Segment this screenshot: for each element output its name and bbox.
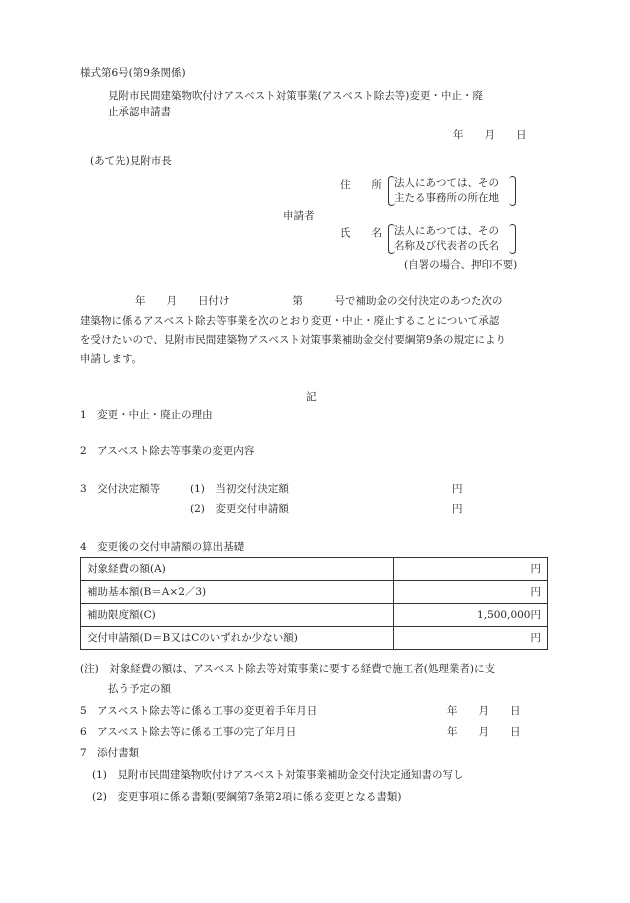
item-7: 7 添付書類 xyxy=(80,747,140,759)
title-line-1: 見附市民間建築物吹付けアスベスト対策事業(アスベスト除去等)変更・中止・廃 xyxy=(108,90,483,102)
date-line: 年 月 日 xyxy=(453,129,527,141)
row-amount: 円 xyxy=(394,558,548,581)
table-row xyxy=(81,627,548,650)
row-amount: 円 xyxy=(394,581,548,604)
table-row xyxy=(81,558,548,581)
name-note-1: 法人にあつては、その xyxy=(394,225,499,237)
applicant-label: 申請者 xyxy=(283,210,315,222)
item-5-date: 年 月 日 xyxy=(447,705,521,717)
ki-heading: 記 xyxy=(306,391,317,403)
item-6: 6 アスベスト除去等に係る工事の完了年月日 xyxy=(80,726,297,738)
item-3-sub-2: (2) 変更交付申請額 xyxy=(190,503,289,515)
row-label: 補助基本額(B＝A×2／3) xyxy=(81,581,394,604)
signature-note: (自署の場合、押印不要) xyxy=(404,259,518,271)
attachment-1: (1) 見附市民間建築物吹付けアスベスト対策事業補助金交付決定通知書の写し xyxy=(92,769,464,781)
addressee: (あて先)見附市長 xyxy=(90,155,172,167)
address-note-1: 法人にあつては、その xyxy=(394,177,499,189)
form-number: 様式第6号(第9条関係) xyxy=(80,67,186,79)
item-3-label: 3 交付決定額等 xyxy=(80,483,161,495)
body-line-3: を受けたいので、見附市民間建築物アスベスト対策事業補助金交付要綱第9条の規定により xyxy=(80,334,507,346)
item-5: 5 アスベスト除去等に係る工事の変更着手年月日 xyxy=(80,705,318,717)
row-amount: 円 xyxy=(394,627,548,650)
name-note-2: 名称及び代表者の氏名 xyxy=(394,240,499,252)
note-line-1: (注) 対象経費の額は、アスベスト除去等対策事業に要する経費で施工者(処理業者)に支 xyxy=(80,663,495,675)
table-row xyxy=(81,604,548,627)
note-line-2: 払う予定の額 xyxy=(108,683,171,695)
body-line-1: 年 月 日付け 第 号で補助金の交付決定のあつた次の xyxy=(135,295,503,307)
row-label: 交付申請額(D＝B又はCのいずれか少ない額) xyxy=(81,627,394,650)
name-label: 氏 名 xyxy=(340,227,382,239)
row-label: 対象経費の額(A) xyxy=(81,558,394,581)
calc-table xyxy=(80,557,548,650)
item-3-sub-1-yen: 円 xyxy=(452,483,463,495)
item-3-sub-2-yen: 円 xyxy=(452,503,463,515)
attachment-2: (2) 変更事項に係る書類(要綱第7条第2項に係る変更となる書類) xyxy=(92,791,402,803)
item-3-sub-1: (1) 当初交付決定額 xyxy=(190,483,289,495)
item-6-date: 年 月 日 xyxy=(447,726,521,738)
body-line-2: 建築物に係るアスベスト除去等事業を次のとおり変更・中止・廃止することについて承認 xyxy=(80,315,500,327)
name-bracket-right xyxy=(509,224,516,254)
item-2: 2 アスベスト除去等事業の変更内容 xyxy=(80,445,255,457)
address-label: 住 所 xyxy=(340,179,382,191)
row-label: 補助限度額(C) xyxy=(81,604,394,627)
address-note-2: 主たる事務所の所在地 xyxy=(394,192,499,204)
row-amount: 1,500,000円 xyxy=(394,604,548,627)
title-line-2: 止承認申請書 xyxy=(108,106,171,118)
body-line-4: 申請します。 xyxy=(80,353,143,365)
item-1: 1 変更・中止・廃止の理由 xyxy=(80,409,213,421)
item-4: 4 変更後の交付申請額の算出基礎 xyxy=(80,541,245,553)
table-row xyxy=(81,581,548,604)
address-bracket-right xyxy=(509,176,516,206)
